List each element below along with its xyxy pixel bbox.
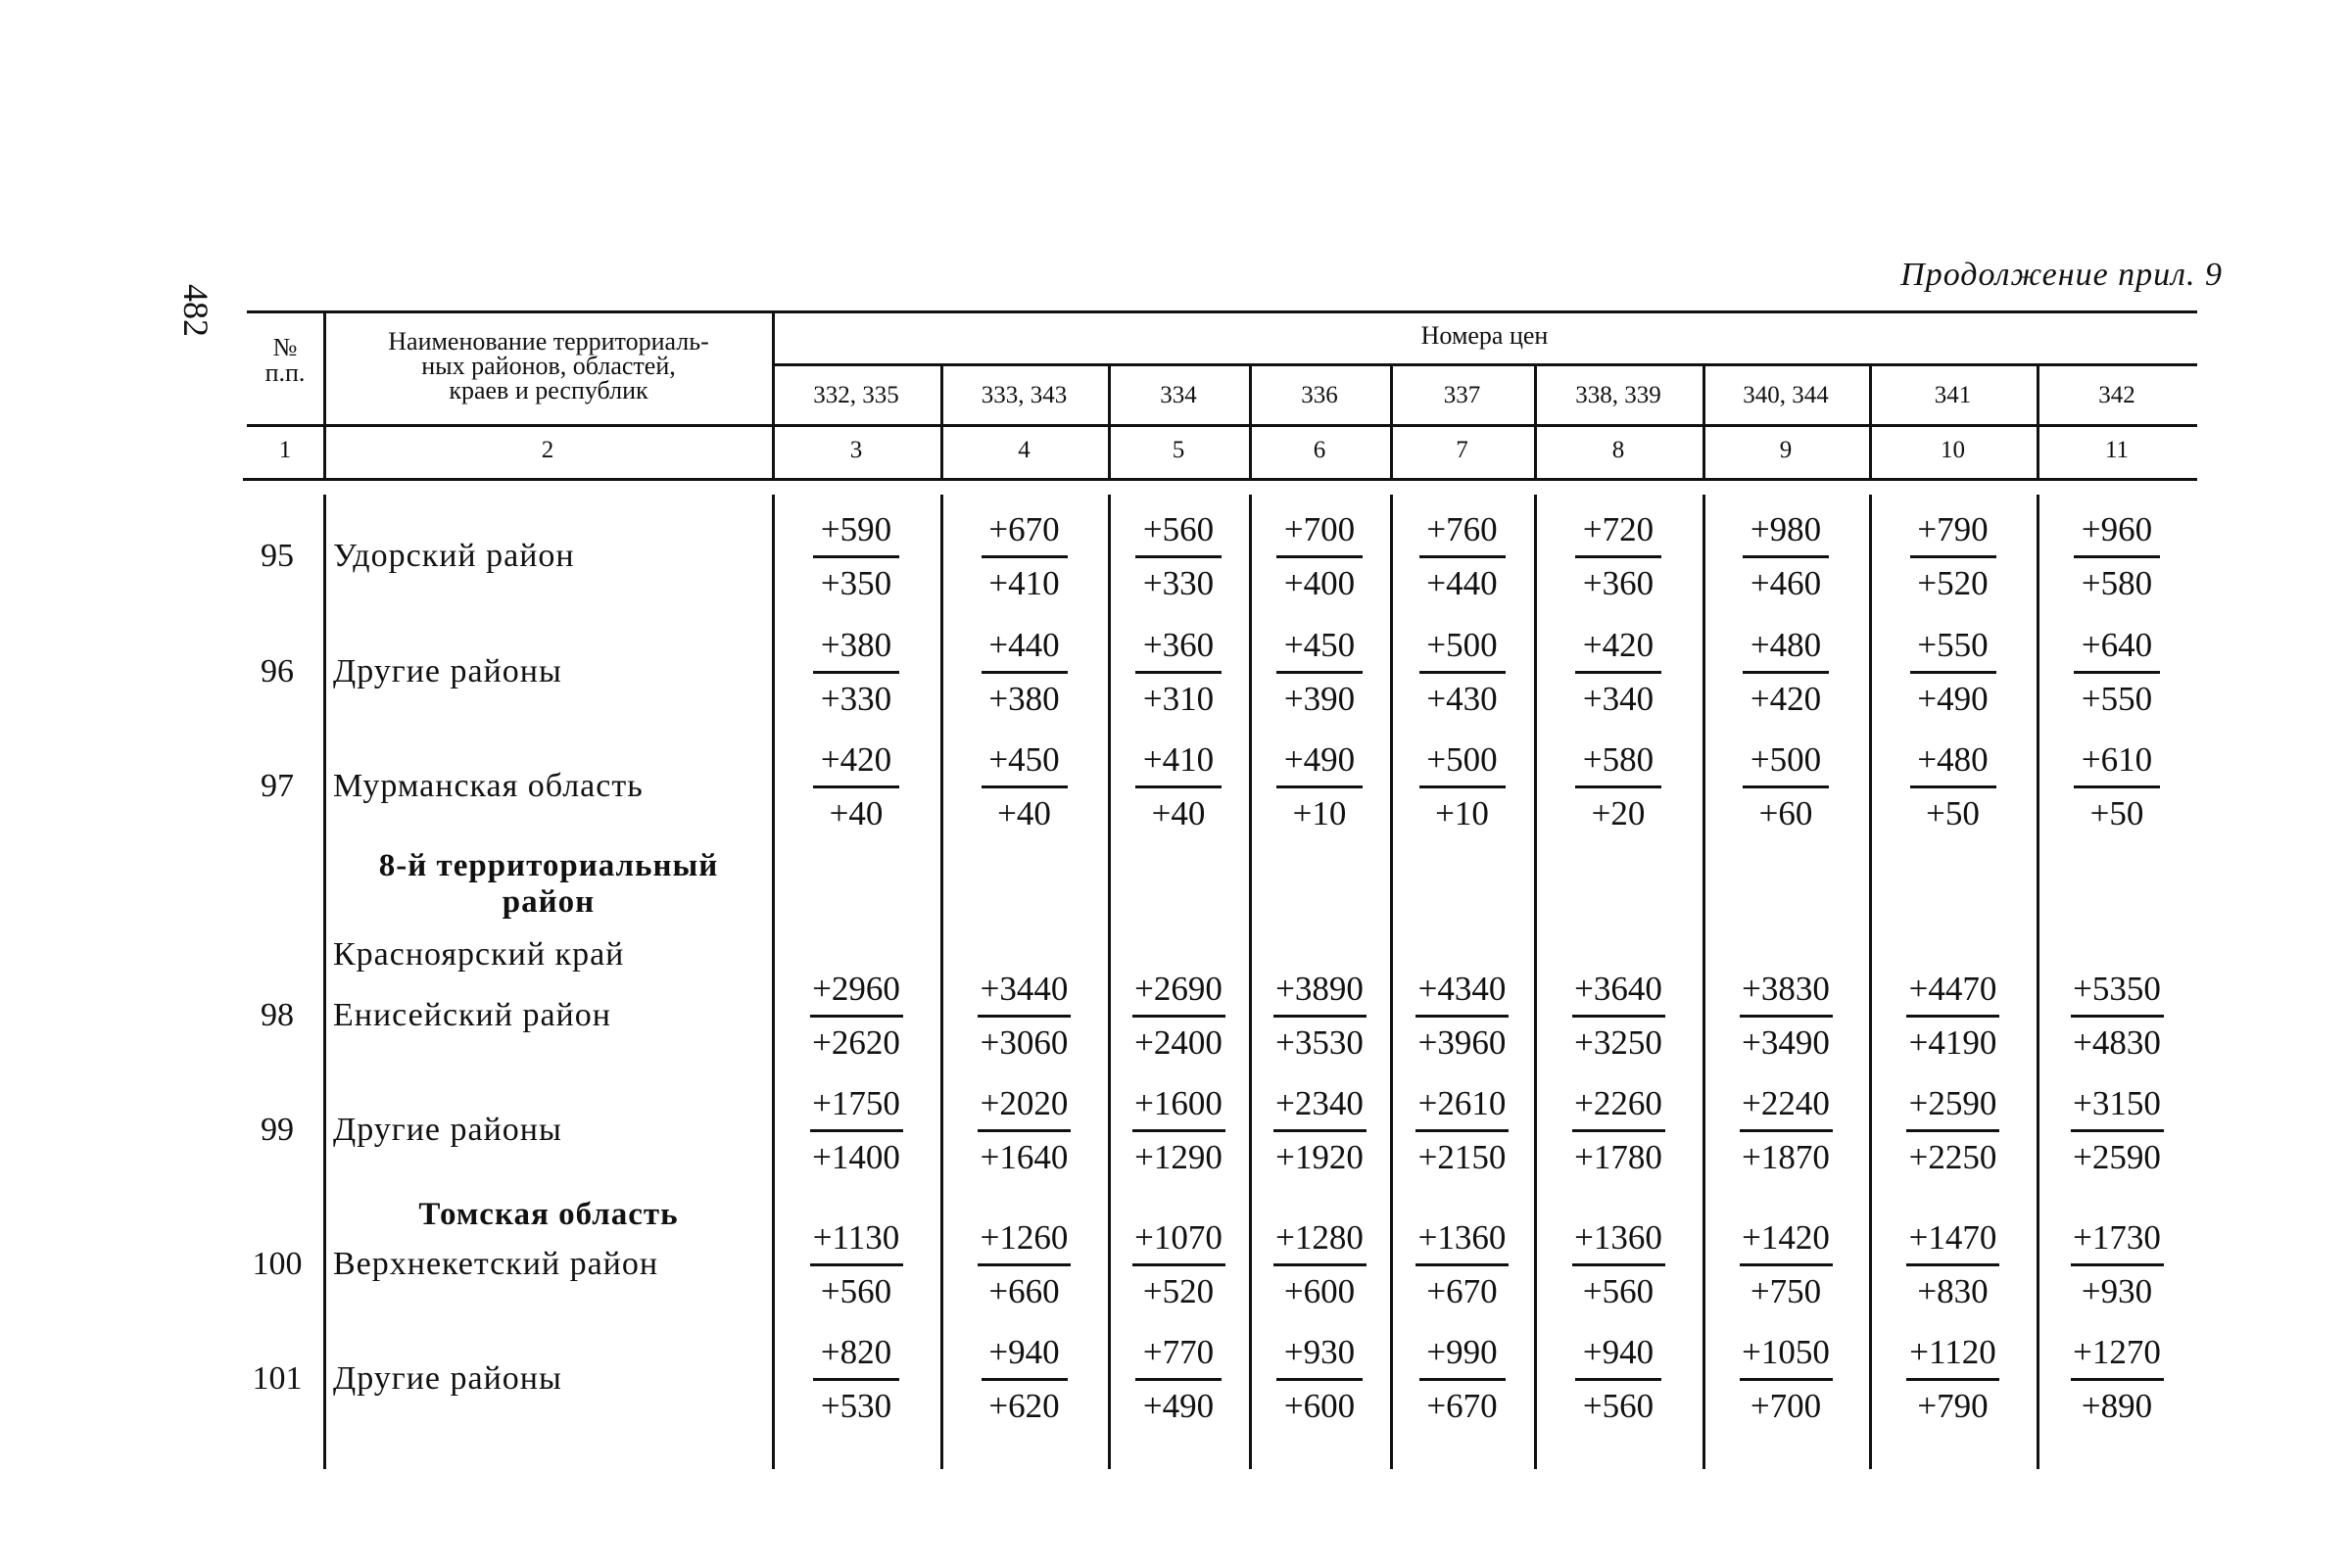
fraction-numerator: +380 xyxy=(820,626,892,664)
fraction-numerator: +1280 xyxy=(1275,1218,1364,1257)
fraction-denominator: +620 xyxy=(988,1387,1060,1425)
price-fraction xyxy=(1869,1331,2037,1428)
row-number: 96 xyxy=(261,653,294,689)
column-number: 2 xyxy=(541,437,554,463)
fraction-bar xyxy=(1910,671,1996,674)
price-fraction xyxy=(940,624,1108,721)
fraction-denominator: +3490 xyxy=(1742,1023,1830,1062)
fraction-bar xyxy=(1415,1129,1509,1132)
fraction-denominator: +2250 xyxy=(1908,1138,1997,1176)
fraction-numerator: +4470 xyxy=(1908,970,1997,1008)
fraction-denominator: +40 xyxy=(829,794,884,832)
fraction-numerator: +500 xyxy=(1426,626,1498,664)
fraction-numerator: +2240 xyxy=(1742,1084,1830,1122)
fraction-denominator: +40 xyxy=(997,794,1051,832)
fraction-denominator: +3960 xyxy=(1417,1023,1507,1062)
price-fraction xyxy=(1869,738,2037,835)
page-number: 482 xyxy=(176,284,216,337)
price-fraction xyxy=(1703,508,1869,605)
fraction-denominator: +890 xyxy=(2081,1387,2153,1425)
fraction-bar xyxy=(2074,671,2160,674)
fraction-bar xyxy=(1135,671,1222,674)
price-fraction xyxy=(1249,968,1390,1065)
fraction-bar xyxy=(1572,1129,1665,1132)
fraction-denominator: +670 xyxy=(1426,1387,1498,1425)
fraction-numerator: +1470 xyxy=(1908,1218,1997,1257)
fraction-bar xyxy=(1276,1378,1363,1381)
fraction-bar xyxy=(1743,555,1829,558)
fraction-denominator: +560 xyxy=(1582,1387,1655,1425)
fraction-denominator: +430 xyxy=(1426,680,1498,718)
fraction-denominator: +4830 xyxy=(2073,1023,2161,1062)
fraction-numerator: +1130 xyxy=(812,1218,900,1257)
fraction-bar xyxy=(1910,785,1996,788)
fraction-numerator: +360 xyxy=(1142,626,1215,664)
fraction-denominator: +560 xyxy=(820,1272,892,1310)
column-number: 4 xyxy=(1018,437,1031,463)
fraction-bar xyxy=(2071,1378,2164,1381)
fraction-denominator: +460 xyxy=(1750,564,1822,602)
price-fraction xyxy=(2037,508,2197,605)
price-fraction xyxy=(940,738,1108,835)
fraction-numerator: +1360 xyxy=(1417,1218,1507,1257)
column-number: 3 xyxy=(849,437,863,463)
price-fraction xyxy=(1534,968,1703,1065)
fraction-denominator: +560 xyxy=(1582,1272,1655,1310)
fraction-bar xyxy=(1572,1263,1665,1266)
fraction-numerator: +450 xyxy=(988,740,1060,779)
price-fraction xyxy=(1869,1216,2037,1313)
colnum-bottom-rule xyxy=(243,478,2197,481)
fraction-bar xyxy=(1273,1015,1367,1018)
fraction-bar xyxy=(1910,555,1996,558)
price-fraction xyxy=(1703,968,1869,1065)
price-fraction xyxy=(1869,968,2037,1065)
fraction-bar xyxy=(1743,671,1829,674)
price-fraction xyxy=(1534,738,1703,835)
fraction-numerator: +500 xyxy=(1750,740,1822,779)
fraction-denominator: +410 xyxy=(988,564,1060,602)
fraction-numerator: +1270 xyxy=(2073,1333,2161,1371)
fraction-denominator: +600 xyxy=(1283,1272,1356,1310)
price-number-header: 337 xyxy=(1443,382,1481,408)
fraction-denominator: +1920 xyxy=(1275,1138,1364,1176)
price-fraction xyxy=(772,738,940,835)
fraction-denominator: +330 xyxy=(820,680,892,718)
price-fraction xyxy=(1249,1331,1390,1428)
fraction-bar xyxy=(1572,1015,1665,1018)
body-divider-num xyxy=(323,495,326,1469)
fraction-numerator: +2690 xyxy=(1134,970,1223,1008)
fraction-bar xyxy=(1575,785,1661,788)
territory-name: Удорский район xyxy=(333,538,575,574)
fraction-bar xyxy=(2071,1263,2164,1266)
price-fraction xyxy=(1249,1216,1390,1313)
territory-name: Енисейский район xyxy=(333,997,611,1033)
fraction-denominator: +330 xyxy=(1142,564,1215,602)
fraction-numerator: +930 xyxy=(1283,1333,1356,1371)
fraction-numerator: +2610 xyxy=(1417,1084,1507,1122)
header-name-label: Наименование территориаль- ных районов, областей, краев и республик xyxy=(388,327,709,404)
fraction-numerator: +940 xyxy=(988,1333,1060,1371)
fraction-bar xyxy=(978,1015,1071,1018)
fraction-bar xyxy=(1743,785,1829,788)
price-fraction xyxy=(1249,738,1390,835)
prices-header-rule xyxy=(772,363,2197,366)
header-prices-label: Номера цен xyxy=(1420,321,1549,350)
fraction-denominator: +2150 xyxy=(1417,1138,1507,1176)
price-fraction xyxy=(1534,508,1703,605)
price-fraction xyxy=(2037,1082,2197,1179)
fraction-bar xyxy=(982,555,1068,558)
fraction-numerator: +420 xyxy=(1582,626,1655,664)
section-heading: Томская область xyxy=(418,1197,679,1232)
price-number-header: 341 xyxy=(1934,382,1972,408)
fraction-denominator: +2590 xyxy=(2073,1138,2161,1176)
price-fraction xyxy=(1534,1331,1703,1428)
price-fraction xyxy=(1390,624,1534,721)
fraction-bar xyxy=(1415,1015,1509,1018)
price-fraction xyxy=(772,1082,940,1179)
fraction-numerator: +410 xyxy=(1142,740,1215,779)
price-fraction xyxy=(1390,738,1534,835)
price-fraction xyxy=(2037,738,2197,835)
price-fraction xyxy=(1390,968,1534,1065)
fraction-bar xyxy=(813,1378,899,1381)
fraction-numerator: +990 xyxy=(1426,1333,1498,1371)
fraction-denominator: +750 xyxy=(1750,1272,1822,1310)
fraction-bar xyxy=(1906,1263,1999,1266)
fraction-numerator: +450 xyxy=(1283,626,1356,664)
fraction-denominator: +60 xyxy=(1758,794,1813,832)
fraction-bar xyxy=(1906,1015,1999,1018)
column-number: 7 xyxy=(1456,437,1468,463)
fraction-numerator: +1730 xyxy=(2073,1218,2161,1257)
fraction-bar xyxy=(810,1015,903,1018)
fraction-numerator: +1260 xyxy=(980,1218,1069,1257)
price-fraction xyxy=(1703,1216,1869,1313)
territory-name: Мурманская область xyxy=(333,768,644,804)
price-fraction xyxy=(940,968,1108,1065)
price-number-header: 334 xyxy=(1160,382,1197,408)
fraction-numerator: +2340 xyxy=(1275,1084,1364,1122)
fraction-denominator: +380 xyxy=(988,680,1060,718)
fraction-numerator: +480 xyxy=(1750,626,1822,664)
price-fraction xyxy=(1108,1331,1249,1428)
row-number: 100 xyxy=(252,1246,303,1282)
fraction-denominator: +50 xyxy=(2089,794,2144,832)
fraction-numerator: +560 xyxy=(1142,510,1215,548)
price-fraction xyxy=(1249,508,1390,605)
fraction-denominator: +930 xyxy=(2081,1272,2153,1310)
fraction-bar xyxy=(1740,1378,1833,1381)
price-fraction xyxy=(1108,738,1249,835)
fraction-numerator: +2260 xyxy=(1574,1084,1662,1122)
price-number-header: 340, 344 xyxy=(1743,382,1829,408)
fraction-numerator: +760 xyxy=(1426,510,1498,548)
price-fraction xyxy=(772,1331,940,1428)
fraction-denominator: +530 xyxy=(820,1387,892,1425)
price-fraction xyxy=(940,1082,1108,1179)
fraction-numerator: +1600 xyxy=(1134,1084,1223,1122)
column-number: 5 xyxy=(1172,437,1185,463)
price-number-header: 332, 335 xyxy=(813,382,899,408)
fraction-denominator: +700 xyxy=(1750,1387,1822,1425)
fraction-bar xyxy=(1419,785,1506,788)
price-fraction xyxy=(1108,1082,1249,1179)
fraction-denominator: +340 xyxy=(1582,680,1655,718)
column-number: 8 xyxy=(1611,437,1625,463)
fraction-bar xyxy=(1276,555,1363,558)
fraction-bar xyxy=(978,1263,1071,1266)
price-fraction xyxy=(2037,624,2197,721)
territory-name: Красноярский край xyxy=(333,936,625,973)
fraction-bar xyxy=(1276,671,1363,674)
territory-name: Верхнекетский район xyxy=(333,1246,659,1282)
fraction-denominator: +1290 xyxy=(1134,1138,1223,1176)
fraction-denominator: +1640 xyxy=(980,1138,1069,1176)
column-number: 10 xyxy=(1941,437,1965,463)
price-fraction xyxy=(772,968,940,1065)
price-fraction xyxy=(940,508,1108,605)
price-fraction xyxy=(1703,624,1869,721)
row-number: 99 xyxy=(261,1112,294,1148)
fraction-denominator: +660 xyxy=(988,1272,1060,1310)
price-fraction xyxy=(772,1216,940,1313)
header-bottom-rule xyxy=(247,424,2197,427)
price-fraction xyxy=(772,508,940,605)
price-fraction xyxy=(1534,1082,1703,1179)
fraction-denominator: +10 xyxy=(1292,794,1347,832)
fraction-denominator: +40 xyxy=(1151,794,1206,832)
fraction-bar xyxy=(1575,555,1661,558)
fraction-denominator: +2400 xyxy=(1134,1023,1223,1062)
fraction-bar xyxy=(1419,1378,1506,1381)
fraction-numerator: +500 xyxy=(1426,740,1498,779)
price-fraction xyxy=(1869,508,2037,605)
fraction-denominator: +310 xyxy=(1142,680,1215,718)
row-number: 101 xyxy=(252,1360,303,1397)
fraction-denominator: +350 xyxy=(820,564,892,602)
fraction-bar xyxy=(1419,671,1506,674)
fraction-numerator: +5350 xyxy=(2073,970,2161,1008)
price-fraction xyxy=(1108,508,1249,605)
section-heading: 8-й территориальный район xyxy=(378,848,719,920)
fraction-numerator: +3640 xyxy=(1574,970,1662,1008)
price-fraction xyxy=(1390,1331,1534,1428)
column-number: 1 xyxy=(278,437,292,463)
fraction-denominator: +400 xyxy=(1283,564,1356,602)
price-fraction xyxy=(1534,624,1703,721)
price-fraction xyxy=(1703,738,1869,835)
column-number: 9 xyxy=(1779,437,1793,463)
fraction-bar xyxy=(1906,1129,1999,1132)
fraction-bar xyxy=(1273,1129,1367,1132)
column-number: 6 xyxy=(1313,437,1326,463)
price-fraction xyxy=(940,1216,1108,1313)
fraction-bar xyxy=(1132,1129,1225,1132)
fraction-bar xyxy=(810,1129,903,1132)
price-fraction xyxy=(1108,1216,1249,1313)
fraction-numerator: +670 xyxy=(988,510,1060,548)
fraction-denominator: +490 xyxy=(1142,1387,1215,1425)
fraction-denominator: +600 xyxy=(1283,1387,1356,1425)
fraction-denominator: +830 xyxy=(1917,1272,1989,1310)
fraction-numerator: +550 xyxy=(1917,626,1989,664)
fraction-bar xyxy=(2071,1129,2164,1132)
fraction-numerator: +590 xyxy=(820,510,892,548)
fraction-numerator: +790 xyxy=(1917,510,1989,548)
price-fraction xyxy=(1534,1216,1703,1313)
price-fraction xyxy=(1390,508,1534,605)
fraction-denominator: +4190 xyxy=(1908,1023,1997,1062)
fraction-numerator: +1070 xyxy=(1134,1218,1223,1257)
fraction-bar xyxy=(813,785,899,788)
fraction-numerator: +640 xyxy=(2081,626,2153,664)
table-caption: Продолжение прил. 9 xyxy=(1900,257,2223,293)
fraction-bar xyxy=(1273,1263,1367,1266)
fraction-denominator: +420 xyxy=(1750,680,1822,718)
price-fraction xyxy=(2037,1216,2197,1313)
fraction-bar xyxy=(2074,555,2160,558)
price-fraction xyxy=(1390,1216,1534,1313)
fraction-denominator: +3250 xyxy=(1574,1023,1662,1062)
row-number: 95 xyxy=(261,538,294,574)
fraction-bar xyxy=(1132,1263,1225,1266)
row-number: 98 xyxy=(261,997,294,1033)
fraction-numerator: +4340 xyxy=(1417,970,1507,1008)
fraction-denominator: +2620 xyxy=(812,1023,900,1062)
price-number-header: 342 xyxy=(2098,382,2135,408)
fraction-denominator: +550 xyxy=(2081,680,2153,718)
fraction-denominator: +440 xyxy=(1426,564,1498,602)
fraction-bar xyxy=(982,671,1068,674)
fraction-bar xyxy=(813,671,899,674)
fraction-denominator: +490 xyxy=(1917,680,1989,718)
fraction-denominator: +670 xyxy=(1426,1272,1498,1310)
fraction-bar xyxy=(1276,785,1363,788)
fraction-bar xyxy=(1135,555,1222,558)
fraction-bar xyxy=(1132,1015,1225,1018)
fraction-numerator: +440 xyxy=(988,626,1060,664)
fraction-denominator: +790 xyxy=(1917,1387,1989,1425)
fraction-numerator: +1360 xyxy=(1574,1218,1662,1257)
fraction-numerator: +3150 xyxy=(2073,1084,2161,1122)
fraction-denominator: +1780 xyxy=(1574,1138,1662,1176)
fraction-denominator: +580 xyxy=(2081,564,2153,602)
fraction-numerator: +610 xyxy=(2081,740,2153,779)
fraction-numerator: +960 xyxy=(2081,510,2153,548)
price-fraction xyxy=(772,624,940,721)
fraction-denominator: +360 xyxy=(1582,564,1655,602)
fraction-bar xyxy=(982,785,1068,788)
fraction-numerator: +2590 xyxy=(1908,1084,1997,1122)
fraction-numerator: +1750 xyxy=(812,1084,900,1122)
fraction-denominator: +50 xyxy=(1926,794,1980,832)
fraction-denominator: +3530 xyxy=(1275,1023,1364,1062)
fraction-numerator: +2020 xyxy=(980,1084,1069,1122)
fraction-bar xyxy=(978,1129,1071,1132)
fraction-bar xyxy=(1419,555,1506,558)
table-top-rule xyxy=(247,310,2197,313)
price-fraction xyxy=(1249,624,1390,721)
fraction-numerator: +3440 xyxy=(980,970,1069,1008)
price-fraction xyxy=(940,1331,1108,1428)
fraction-bar xyxy=(1135,1378,1222,1381)
header-num-label: № п.п. xyxy=(264,333,306,387)
fraction-bar xyxy=(1906,1378,1999,1381)
fraction-denominator: +3060 xyxy=(980,1023,1069,1062)
fraction-numerator: +720 xyxy=(1582,510,1655,548)
fraction-numerator: +940 xyxy=(1582,1333,1655,1371)
fraction-denominator: +520 xyxy=(1142,1272,1215,1310)
fraction-numerator: +420 xyxy=(820,740,892,779)
fraction-numerator: +700 xyxy=(1283,510,1356,548)
price-fraction xyxy=(1703,1331,1869,1428)
fraction-denominator: +1400 xyxy=(812,1138,900,1176)
price-number-header: 333, 343 xyxy=(981,382,1068,408)
price-fraction xyxy=(1869,624,2037,721)
fraction-denominator: +10 xyxy=(1435,794,1489,832)
price-fraction xyxy=(1249,1082,1390,1179)
fraction-bar xyxy=(1740,1129,1833,1132)
price-number-header: 338, 339 xyxy=(1575,382,1661,408)
price-fraction xyxy=(1108,968,1249,1065)
fraction-denominator: +520 xyxy=(1917,564,1989,602)
fraction-numerator: +490 xyxy=(1283,740,1356,779)
fraction-denominator: +1870 xyxy=(1742,1138,1830,1176)
fraction-bar xyxy=(2071,1015,2164,1018)
fraction-bar xyxy=(2074,785,2160,788)
fraction-numerator: +1420 xyxy=(1742,1218,1830,1257)
fraction-numerator: +3890 xyxy=(1275,970,1364,1008)
fraction-numerator: +980 xyxy=(1750,510,1822,548)
fraction-bar xyxy=(810,1263,903,1266)
territory-name: Другие районы xyxy=(333,1360,562,1397)
fraction-bar xyxy=(1740,1263,1833,1266)
fraction-bar xyxy=(1575,1378,1661,1381)
fraction-numerator: +1120 xyxy=(1909,1333,1996,1371)
column-number: 11 xyxy=(2104,437,2130,463)
price-fraction xyxy=(2037,1331,2197,1428)
price-fraction xyxy=(1869,1082,2037,1179)
fraction-numerator: +3830 xyxy=(1742,970,1830,1008)
fraction-bar xyxy=(1575,671,1661,674)
price-fraction xyxy=(1390,1082,1534,1179)
price-fraction xyxy=(2037,968,2197,1065)
territory-name: Другие районы xyxy=(333,653,562,689)
fraction-numerator: +480 xyxy=(1917,740,1989,779)
price-number-header: 336 xyxy=(1301,382,1338,408)
fraction-numerator: +2960 xyxy=(812,970,900,1008)
row-number: 97 xyxy=(261,768,294,804)
fraction-numerator: +820 xyxy=(820,1333,892,1371)
territory-name: Другие районы xyxy=(333,1112,562,1148)
fraction-bar xyxy=(1415,1263,1509,1266)
fraction-denominator: +20 xyxy=(1591,794,1646,832)
fraction-numerator: +580 xyxy=(1582,740,1655,779)
price-fraction xyxy=(1108,624,1249,721)
fraction-numerator: +1050 xyxy=(1742,1333,1830,1371)
fraction-denominator: +390 xyxy=(1283,680,1356,718)
fraction-numerator: +770 xyxy=(1142,1333,1215,1371)
fraction-bar xyxy=(813,555,899,558)
price-fraction xyxy=(1703,1082,1869,1179)
fraction-bar xyxy=(1740,1015,1833,1018)
fraction-bar xyxy=(1135,785,1222,788)
fraction-bar xyxy=(982,1378,1068,1381)
